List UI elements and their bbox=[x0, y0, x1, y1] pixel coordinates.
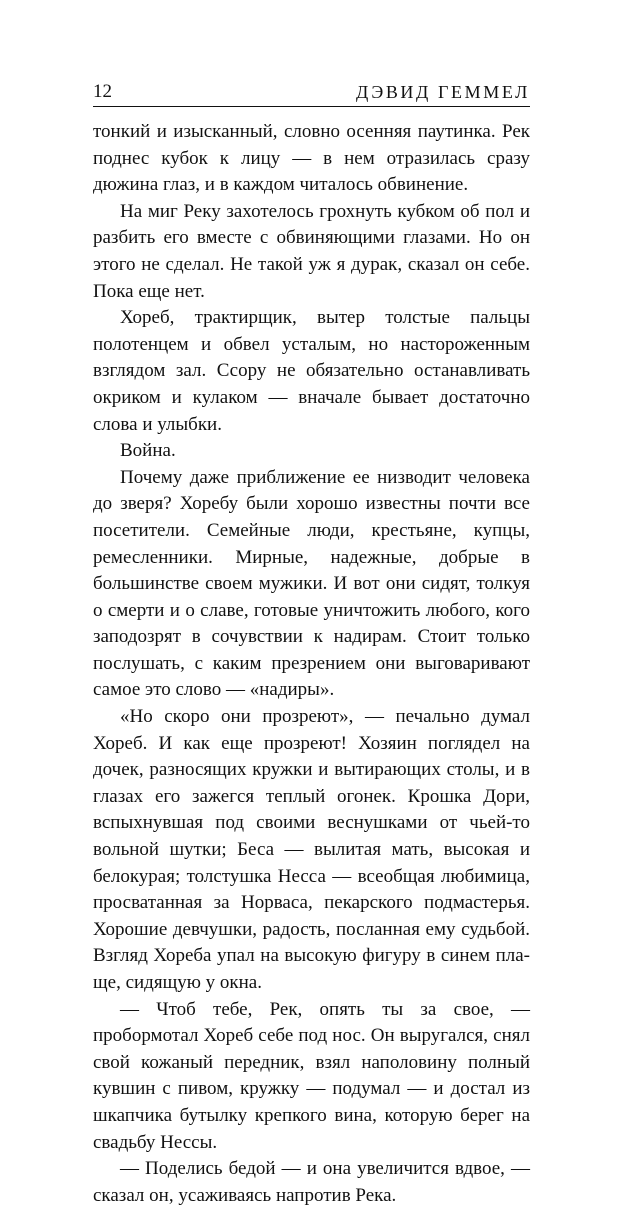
paragraph: «Но скоро они прозреют», — печально думал Хореб. И как еще прозреют! Хозяин поглядел на дочек, разносящих кружки и вытирающих столы, и в глазах его зажегся теплый огонек. Крошка Дори, вспыхнувшая под своими веснушками от чьей-то вольной шутки; Беса — вылитая мать, высокая и белокурая; толстушка Несса — всеобщая любимица, просватанная за Норваса, пекарского подмастерья. Хорошие девчушки, радость, посланная ему судьбой. Взгляд Хореба упал на высокую фигуру в синем плаще, сидящую у окна. bbox=[93, 706, 530, 993]
paragraph: Война. bbox=[120, 440, 176, 462]
body-text bbox=[93, 119, 530, 1209]
paragraph: Хореб, трактирщик, вытер толстые пальцы полотенцем и обвел усталым, но настороженным взглядом зал. Ссору не обязательно останавливать окриком и кулаком — вначале бывает достаточно слова и улыбки. bbox=[93, 307, 530, 435]
paragraph: Почему даже приближение ее низводит человека до зверя? Хоребу были хорошо известны почти все посетители. Семейные люди, крестьяне, купцы, ремесленники. Мирные, надежные, добрые в большинстве своем мужики. И вот они сидят, толкуя о смерти и о славе, готовые уничтожить любого, кого заподозрят в сочувствии к надирам. Стоит только послушать, с каким презрением они выговаривают самое это слово — «надиры». bbox=[93, 466, 530, 701]
paragraph: — Чтоб тебе, Рек, опять ты за свое, — пробормотал Хореб себе под нос. Он выругался, снял свой кожаный передник, взял наполовину полный кувшин с пивом, кружку — подумал — и достал из шкапчика бутылку крепкого вина, которую берег на свадьбу Нессы. bbox=[93, 998, 530, 1153]
paragraph: На миг Реку захотелось грохнуть кубком об пол и разбить его вместе с обвиняющими глазами. Но он этого не сделал. Не такой уж я дурак, сказал он себе. Пока еще нет. bbox=[93, 200, 530, 302]
running-head-author: ДЭВИД ГЕММЕЛ bbox=[356, 82, 530, 102]
paragraph: — Поделись бедой — и она увеличится вдвое, — сказал он, усаживаясь напротив Река. bbox=[93, 1158, 530, 1206]
page-header bbox=[93, 80, 530, 107]
page-number: 12 bbox=[93, 81, 112, 102]
paragraph: тонкий и изысканный, словно осенняя паутинка. Рек поднес кубок к лицу — в нем отразилась сразу дюжина глаз, и в каждом читалось обвинение. bbox=[93, 121, 530, 196]
